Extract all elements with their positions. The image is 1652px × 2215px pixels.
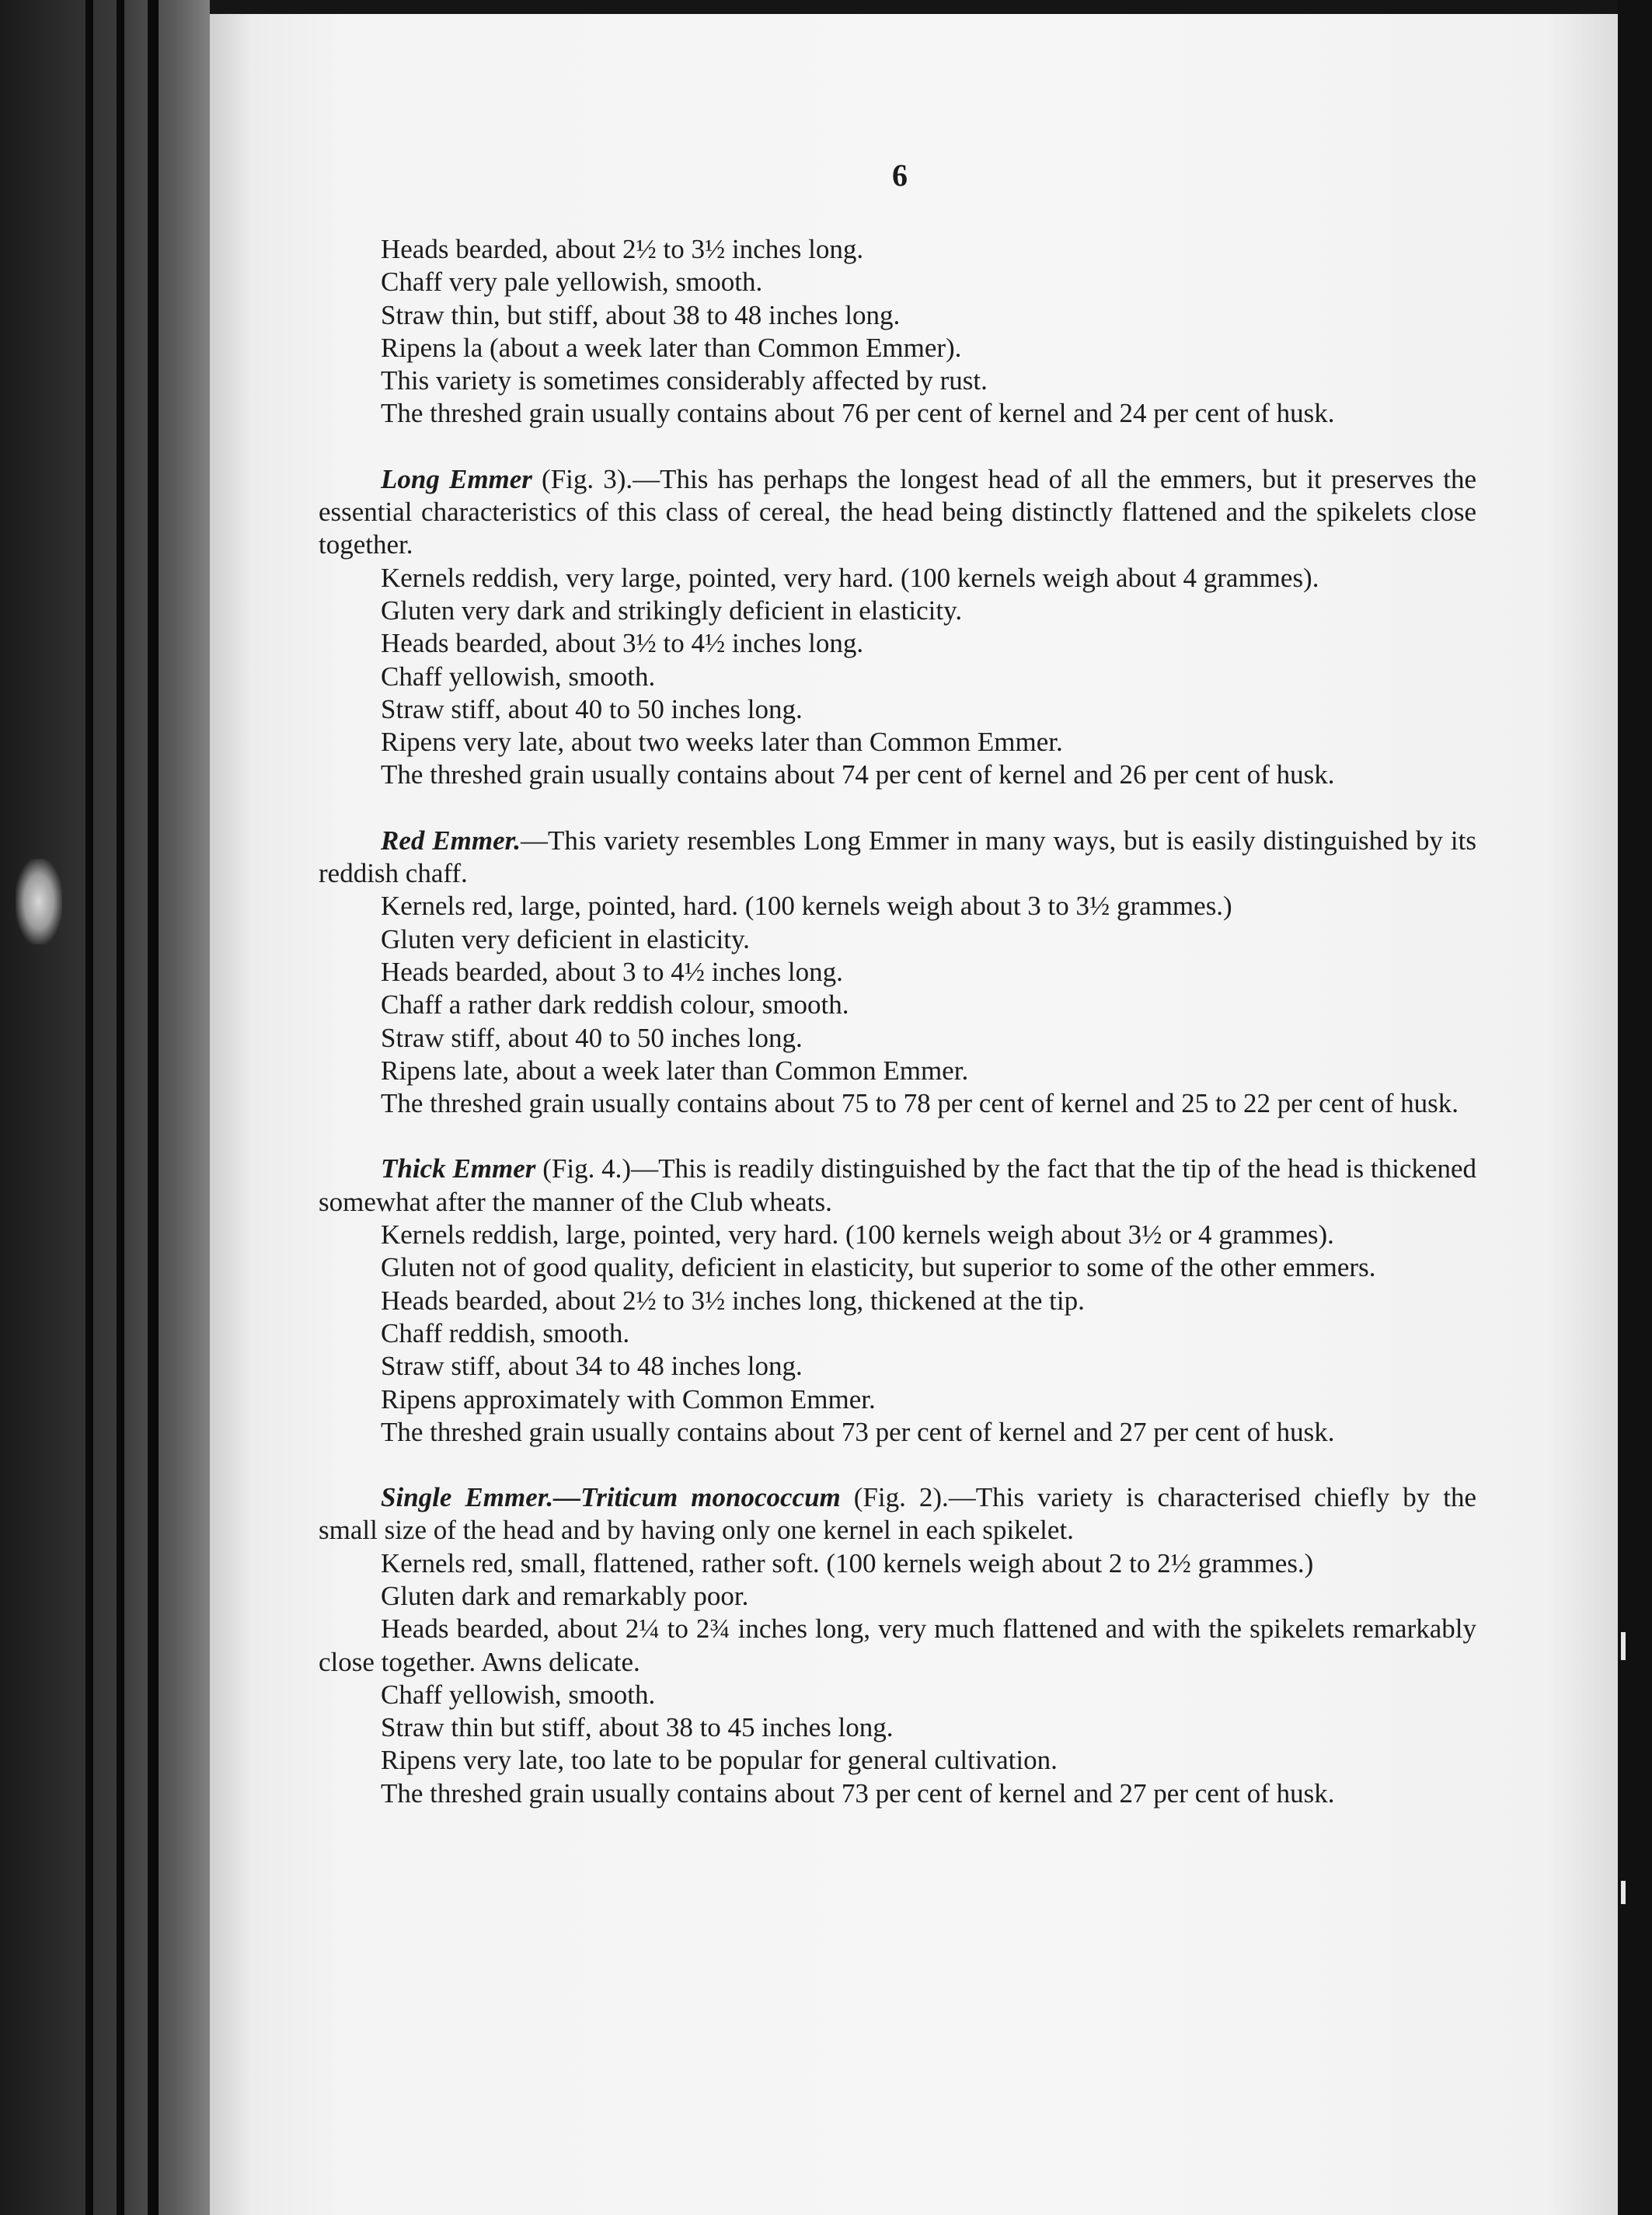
page-number: 6 [892, 158, 908, 193]
paragraph-gap [319, 1120, 1476, 1153]
text-line [319, 1711, 1476, 1744]
body-text: Straw stiff, about 40 to 50 inches long. [381, 1022, 803, 1053]
body-text: The threshed grain usually contains about 76 per cent of kernel and 24 per cent of husk. [381, 398, 1335, 429]
body-text: Heads bearded, about 2½ to 3½ inches long. [381, 234, 864, 264]
body-text: The threshed grain usually contains about 75 to 78 per cent of kernel and 25 to 22 per cent of husk. [381, 1088, 1459, 1119]
body-text: Chaff reddish, smooth. [381, 1317, 630, 1348]
text-line [319, 332, 1476, 365]
variety-paragraph [319, 463, 1476, 562]
body-text: Heads bearded, about 3½ to 4½ inches long. [381, 628, 864, 659]
text-line [319, 661, 1476, 693]
body-text: The threshed grain usually contains about 74 per cent of kernel and 26 per cent of husk. [381, 759, 1335, 790]
text-line [319, 726, 1476, 759]
text-line [319, 365, 1476, 397]
text-line [319, 759, 1476, 791]
body-text: Straw stiff, about 34 to 48 inches long. [381, 1351, 803, 1382]
text-line [319, 989, 1476, 1021]
text-line [319, 562, 1476, 595]
text-line [319, 1087, 1476, 1120]
body-text: Ripens very late, about two weeks later than Common Emmer. [381, 727, 1063, 758]
body-text: Gluten very deficient in elasticity. [381, 923, 750, 954]
text-line [319, 397, 1476, 430]
body-text: (Fig. 3).—This has perhaps the longest head of all the emmers, but it preserves the essential characteristics of this class of cereal, the head being distinctly flattened and the spikelets close together. [319, 463, 1476, 560]
text-line [319, 1219, 1476, 1251]
binding-shadow [85, 0, 93, 2215]
text-line [319, 890, 1476, 923]
text-line [319, 266, 1476, 298]
body-text: Chaff a rather dark reddish colour, smooth. [381, 989, 849, 1020]
text-line [319, 1022, 1476, 1055]
body-text: The threshed grain usually contains about 73 per cent of kernel and 27 per cent of husk. [381, 1777, 1335, 1809]
text-line [319, 299, 1476, 332]
text-line [319, 1416, 1476, 1449]
paragraph-gap [319, 1449, 1476, 1481]
text-line [319, 1317, 1476, 1350]
body-text: The threshed grain usually contains about 73 per cent of kernel and 27 per cent of husk. [381, 1416, 1335, 1447]
body-text: Gluten dark and remarkably poor. [381, 1580, 749, 1611]
text-line [319, 233, 1476, 266]
body-text: This variety is sometimes considerably affected by rust. [381, 365, 988, 396]
text-line [319, 1613, 1476, 1679]
body-text: Ripens la (about a week later than Common Emmer). [381, 332, 962, 363]
text-line [319, 956, 1476, 989]
text-line [319, 1383, 1476, 1416]
variety-paragraph [319, 1481, 1476, 1547]
variety-title: Thick Emmer [381, 1153, 536, 1184]
variety-title: Single Emmer.—Triticum monococcum [381, 1482, 841, 1513]
body-text: Gluten not of good quality, deficient in elasticity, but superior to some of the other emmers. [381, 1252, 1376, 1283]
paragraph-gap [319, 431, 1476, 463]
text-line [319, 1285, 1476, 1317]
text-line [319, 1547, 1476, 1580]
body-text: Straw thin but stiff, about 38 to 45 inches long. [381, 1712, 894, 1743]
text-line [319, 627, 1476, 660]
text-line [319, 693, 1476, 726]
body-text: Kernels reddish, very large, pointed, very hard. (100 kernels weigh about 4 grammes). [381, 562, 1319, 593]
right-scan-border [1618, 0, 1652, 2215]
binding-shadow [117, 0, 124, 2215]
body-text: Kernels red, large, pointed, hard. (100 kernels weigh about 3 to 3½ grammes.) [381, 891, 1232, 922]
body-text: (Fig. 4.)—This is readily distinguished by the fact that the tip of the head is thickened somewhat after the manner of the Club wheats. [319, 1153, 1476, 1217]
edge-mark [1621, 1881, 1626, 1904]
body-text: Ripens very late, too late to be popular for general cultivation. [381, 1745, 1058, 1776]
body-text: Heads bearded, about 2¼ to 2¾ inches long, very much flattened and with the spikelets remarkably close together. Awns delicate. [319, 1613, 1476, 1677]
body-text: Heads bearded, about 2½ to 3½ inches long, thickened at the tip. [381, 1285, 1085, 1316]
text-line [319, 1251, 1476, 1284]
body-text: Gluten very dark and strikingly deficient in elasticity. [381, 595, 963, 626]
binding-shadow [148, 0, 159, 2215]
body-text: Heads bearded, about 3 to 4½ inches long. [381, 956, 843, 987]
body-text: Chaff yellowish, smooth. [381, 661, 656, 692]
body-text: —This variety resembles Long Emmer in many ways, but is easily distinguished by its reddish chaff. [319, 825, 1476, 889]
variety-paragraph [319, 825, 1476, 891]
edge-mark [1621, 1632, 1626, 1660]
variety-paragraph [319, 1153, 1476, 1219]
book-binding [0, 0, 218, 2215]
scan-smudge [16, 859, 62, 944]
text-line [319, 923, 1476, 956]
body-text: Straw thin, but stiff, about 38 to 48 inches long. [381, 299, 901, 330]
variety-title: Long Emmer [381, 463, 532, 494]
text-line [319, 1679, 1476, 1711]
body-text: (Fig. 2).—This variety is characterised chiefly by the small size of the head and by having only one kernel in each spikelet. [319, 1482, 1477, 1546]
text-line [319, 1350, 1476, 1383]
text-line [319, 1744, 1476, 1777]
paragraph-gap [319, 792, 1476, 825]
body-text: Ripens late, about a week later than Common Emmer. [381, 1055, 969, 1086]
text-line [319, 595, 1476, 627]
body-text: Straw stiff, about 40 to 50 inches long. [381, 693, 803, 724]
variety-title: Red Emmer. [381, 825, 521, 856]
body-text: Chaff yellowish, smooth. [381, 1679, 656, 1710]
text-line [319, 1055, 1476, 1087]
body-text: Kernels reddish, large, pointed, very hard. (100 kernels weigh about 3½ or 4 grammes). [381, 1219, 1334, 1251]
text-line [319, 1777, 1476, 1810]
page-text [319, 233, 1476, 1810]
body-text: Kernels red, small, flattened, rather soft. (100 kernels weigh about 2 to 2½ grammes.) [381, 1547, 1314, 1578]
body-text: Chaff very pale yellowish, smooth. [381, 267, 763, 298]
body-text: Ripens approximately with Common Emmer. [381, 1383, 876, 1414]
text-line [319, 1580, 1476, 1613]
top-scan-border [210, 0, 1618, 14]
